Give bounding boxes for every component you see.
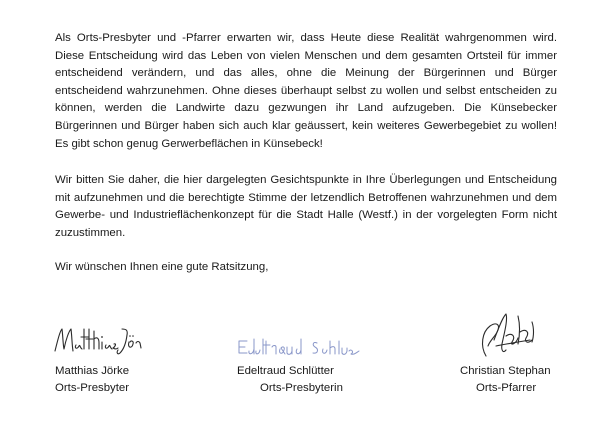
signatory-role-2: Orts-Presbyterin <box>260 382 343 394</box>
signature-edeltraud-schluetter <box>235 315 365 357</box>
signatory-role-1: Orts-Presbyter <box>55 382 130 394</box>
signature-christian-stephan <box>472 310 552 362</box>
signatory-name-1: Matthias Jörke <box>55 365 130 377</box>
letter-closing: Wir wünschen Ihnen eine gute Ratsitzung, <box>55 261 269 273</box>
letter-paragraph-1: Als Orts-Presbyter und -Pfarrer erwarten wir, dass Heute diese Realität wahrgenommen wird. Diese Entscheidung wird das Leben von vielen Menschen und dem gesamten Ortsteil für immer entscheidend verändern, und das alles, ohne die Meinung der Bürgerinnen und Bürger entscheidend wahrzunehmen. Ohne dieses überhaupt selbst zu wollen und selbst entscheiden zu können, werden die Landwirte dazu gezwungen ihr Land aufzugeben. Die Künsebecker Bürgerinnen und Bürger haben sich auch klar geäussert, kein weiteres Gewerbegebiet zu wollen! Es gibt schon genug Gerwerbeflächen in Künsebeck! <box>55 32 557 150</box>
signatory-name-2: Edeltraud Schlütter <box>237 365 334 377</box>
signature-matthias-joerke <box>52 315 144 357</box>
signatory-role-3: Orts-Pfarrer <box>476 382 537 394</box>
letter-paragraph-2: Wir bitten Sie daher, die hier dargelegten Gesichtspunkte in Ihre Überlegungen und Entscheidung mit aufzunehmen und die berechtigte Stimme der letzendlich Betroffenen wahrzunehmen und dem Gewerbe- und Industrieflächenkonzept für die Stadt Halle (Westf.) in der vorgelegten Form nicht zuzustimmen. <box>55 174 557 239</box>
signatory-name-3: Christian Stephan <box>460 365 551 377</box>
